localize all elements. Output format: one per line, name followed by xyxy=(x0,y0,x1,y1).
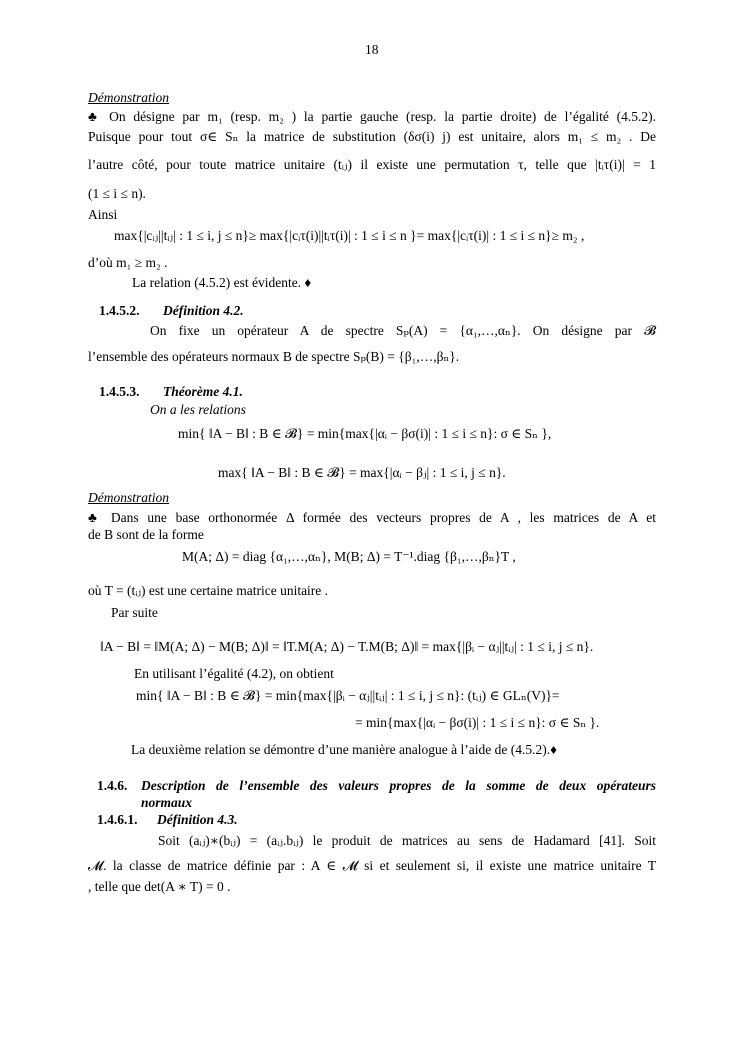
paragraph-line: l’autre côté, pour toute matrice unitaire (tᵢⱼ) il existe une permutation τ, telle que |tᵢτ(i)| = 1 xyxy=(88,157,656,172)
paragraph-line: d’où m₁ ≥ m₂ . xyxy=(88,255,168,270)
formula: min{ ‖A − B‖ : B ∈ 𝓑} = min{max{|βᵢ − αⱼ||tᵢⱼ| : 1 ≤ i, j ≤ n}: (tᵢⱼ) ∈ GLₙ(V)}= xyxy=(136,688,560,703)
formula: ‖A − B‖ = ‖M(A; Δ) − M(B; Δ)‖ = ‖T.M(A; Δ) − T.M(B; Δ)‖ = max{|βᵢ − αⱼ||tᵢⱼ| : 1 ≤ i, j ≤ n}. xyxy=(100,639,594,654)
section-title: Définition 4.3. xyxy=(157,812,238,827)
formula: M(A; Δ) = diag {α₁,…,αₙ}, M(B; Δ) = T⁻¹.diag {β₁,…,βₙ}T , xyxy=(182,549,516,564)
paragraph-line: La deuxième relation se démontre d’une manière analogue à l’aide de (4.5.2).♦ xyxy=(131,742,557,757)
paragraph-line: où T = (tᵢⱼ) est une certaine matrice unitaire . xyxy=(88,583,329,598)
paragraph-line: Puisque pour tout σ∈ Sₙ la matrice de substitution (δσ(i) j) est unitaire, alors m₁ ≤ m₂ . De xyxy=(88,129,656,144)
section-number: 1.4.5.3. xyxy=(99,384,140,399)
section-title: normaux xyxy=(141,795,193,810)
demonstration-title: Démonstration xyxy=(88,90,169,105)
theorem-subtitle: On a les relations xyxy=(150,402,246,417)
formula: = min{max{|αᵢ − βσ(i)| : 1 ≤ i ≤ n}: σ ∈ Sₙ }. xyxy=(355,715,600,730)
formula: min{ ‖A − B‖ : B ∈ 𝓑} = min{max{|αᵢ − βσ(i)| : 1 ≤ i ≤ n}: σ ∈ Sₙ }, xyxy=(178,426,552,441)
formula: max{ ‖A − B‖ : B ∈ 𝓑} = max{|αᵢ − βⱼ| : 1 ≤ i, j ≤ n}. xyxy=(218,465,506,480)
paragraph-line: Soit (aᵢⱼ)∗(bᵢⱼ) = (aᵢⱼ.bᵢⱼ) le produit de matrices au sens de Hadamard [41]. Soit xyxy=(158,833,656,848)
paragraph-line: ♣ On désigne par m₁ (resp. m₂ ) la partie gauche (resp. la partie droite) de l’égalité (4.5.2). xyxy=(88,109,656,124)
paragraph-line: La relation (4.5.2) est évidente. ♦ xyxy=(132,275,312,290)
section-title: Définition 4.2. xyxy=(163,303,244,318)
section-title: Description de l’ensemble des valeurs propres de la somme de deux opérateurs xyxy=(141,778,656,793)
paragraph-line: On fixe un opérateur A de spectre Sₚ(A) = {α₁,…,αₙ}. On désigne par 𝓑 xyxy=(150,323,656,338)
section-number: 1.4.5.2. xyxy=(99,303,140,318)
paragraph-line: (1 ≤ i ≤ n). xyxy=(88,186,146,201)
section-number: 1.4.6.1. xyxy=(97,812,138,827)
demonstration-title: Démonstration xyxy=(88,490,169,505)
paragraph-line: En utilisant l’égalité (4.2), on obtient xyxy=(134,666,334,681)
section-number: 1.4.6. xyxy=(97,778,128,793)
page-number: 18 xyxy=(365,42,379,57)
section-title: Théorème 4.1. xyxy=(163,384,243,399)
paragraph-line: , telle que det(A ∗ T) = 0 . xyxy=(88,879,231,894)
paragraph-line: Ainsi xyxy=(88,207,118,222)
formula: max{|cᵢⱼ||tᵢⱼ| : 1 ≤ i, j ≤ n}≥ max{|cᵢτ(i)||tᵢτ(i)| : 1 ≤ i ≤ n }= max{|cᵢτ(i)| : 1 ≤ i ≤ n}≥ m₂ , xyxy=(114,228,585,243)
paragraph-line: de B sont de la forme xyxy=(88,527,204,542)
paragraph-line: 𝓜. la classe de matrice définie par : A ∈ 𝓜 si et seulement si, il existe une matrice unitaire T xyxy=(88,858,656,873)
paragraph-line: Par suite xyxy=(111,605,158,620)
paragraph-line: l’ensemble des opérateurs normaux B de spectre Sₚ(B) = {β₁,…,βₙ}. xyxy=(88,349,460,364)
paragraph-line: ♣ Dans une base orthonormée Δ formée des vecteurs propres de A , les matrices de A et xyxy=(88,510,656,525)
